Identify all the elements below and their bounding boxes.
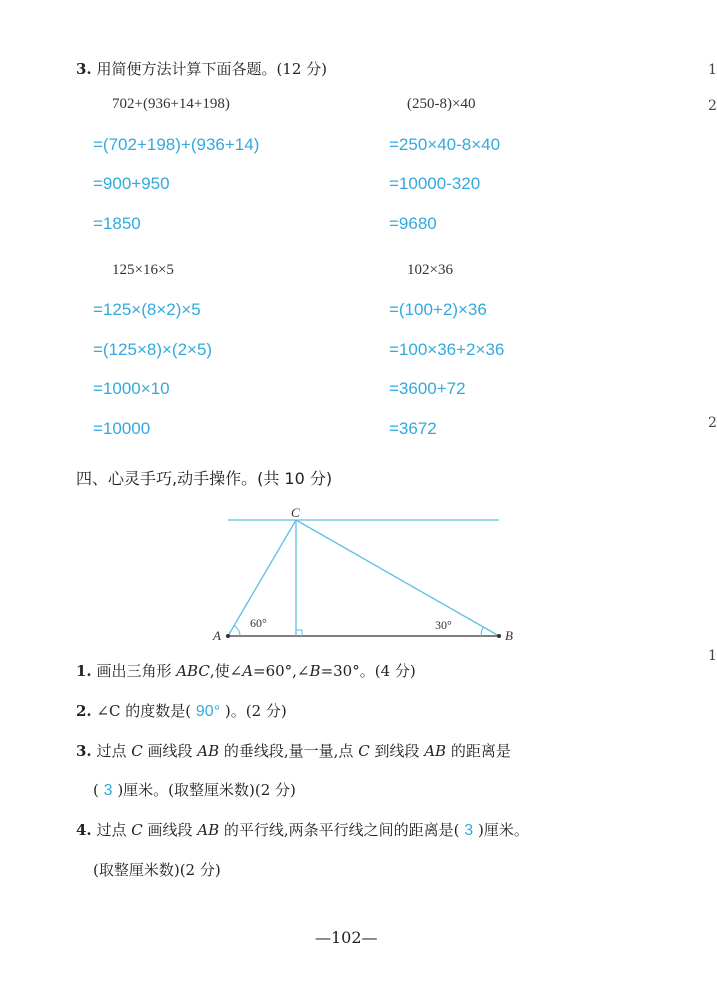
point-a bbox=[226, 634, 230, 638]
item-4-line-2: (取整厘米数)(2 分) bbox=[93, 861, 221, 879]
side-cb bbox=[296, 520, 499, 636]
expression-3-step-1: =125×(8×2)×5 bbox=[93, 300, 201, 319]
expression-1: 702+(936+14+198) bbox=[112, 96, 230, 112]
expression-1-step-2: =900+950 bbox=[93, 174, 170, 193]
edge-glyph-4: 1 bbox=[708, 648, 717, 664]
answer-parallel-distance: 3 bbox=[464, 822, 474, 839]
expression-3-step-3: =1000×10 bbox=[93, 379, 170, 398]
angle-b-label: 30° bbox=[435, 618, 452, 632]
expression-4-step-1: =(100+2)×36 bbox=[389, 300, 487, 319]
expression-2-step-2: =10000-320 bbox=[389, 174, 481, 193]
angle-b-arc bbox=[481, 627, 483, 636]
expression-4-step-4: =3672 bbox=[389, 419, 437, 438]
item-1: 1. 画出三角形 ABC,使∠A=60°,∠B=30°。(4 分) bbox=[76, 662, 416, 680]
item-3-line-1: 3. 过点 C 画线段 AB 的垂线段,量一量,点 C 到线段 AB 的距离是 bbox=[76, 742, 511, 760]
expression-3-step-2: =(125×8)×(2×5) bbox=[93, 340, 213, 359]
angle-a-arc bbox=[234, 626, 240, 636]
answer-distance: 3 bbox=[103, 782, 113, 799]
expression-4-step-2: =100×36+2×36 bbox=[389, 340, 505, 359]
item-2: 2. ∠C 的度数是( 90° )。(2 分) bbox=[76, 702, 287, 720]
expression-4: 102×36 bbox=[407, 262, 453, 278]
expression-3: 125×16×5 bbox=[112, 262, 174, 278]
expression-3-step-4: =10000 bbox=[93, 419, 151, 438]
label-a: A bbox=[213, 628, 221, 643]
page-number: —102— bbox=[315, 928, 378, 947]
expression-1-step-1: =(702+198)+(936+14) bbox=[93, 135, 260, 154]
edge-glyph-1: 1 bbox=[708, 62, 717, 78]
item-3-line-2: ( 3 )厘米。(取整厘米数)(2 分) bbox=[93, 781, 296, 799]
label-c: C bbox=[291, 505, 300, 520]
edge-glyph-3: 2 bbox=[708, 415, 717, 431]
item-4-line-1: 4. 过点 C 画线段 AB 的平行线,两条平行线之间的距离是( 3 )厘米。 bbox=[76, 821, 529, 839]
expression-2-step-3: =9680 bbox=[389, 214, 437, 233]
point-b bbox=[497, 634, 501, 638]
section-4-title: 四、心灵手巧,动手操作。(共 10 分) bbox=[76, 469, 333, 488]
expression-2-step-1: =250×40-8×40 bbox=[389, 135, 501, 154]
expression-2: (250-8)×40 bbox=[407, 96, 476, 112]
right-angle-mark bbox=[296, 630, 302, 636]
expression-1-step-3: =1850 bbox=[93, 214, 141, 233]
expression-4-step-3: =3600+72 bbox=[389, 379, 466, 398]
answer-angle-c: 90° bbox=[195, 703, 221, 720]
label-b: B bbox=[505, 628, 513, 643]
problem-3-title: 3. 用简便方法计算下面各题。(12 分) bbox=[76, 60, 328, 78]
angle-a-label: 60° bbox=[250, 616, 267, 630]
edge-glyph-2: 2 bbox=[708, 98, 717, 114]
